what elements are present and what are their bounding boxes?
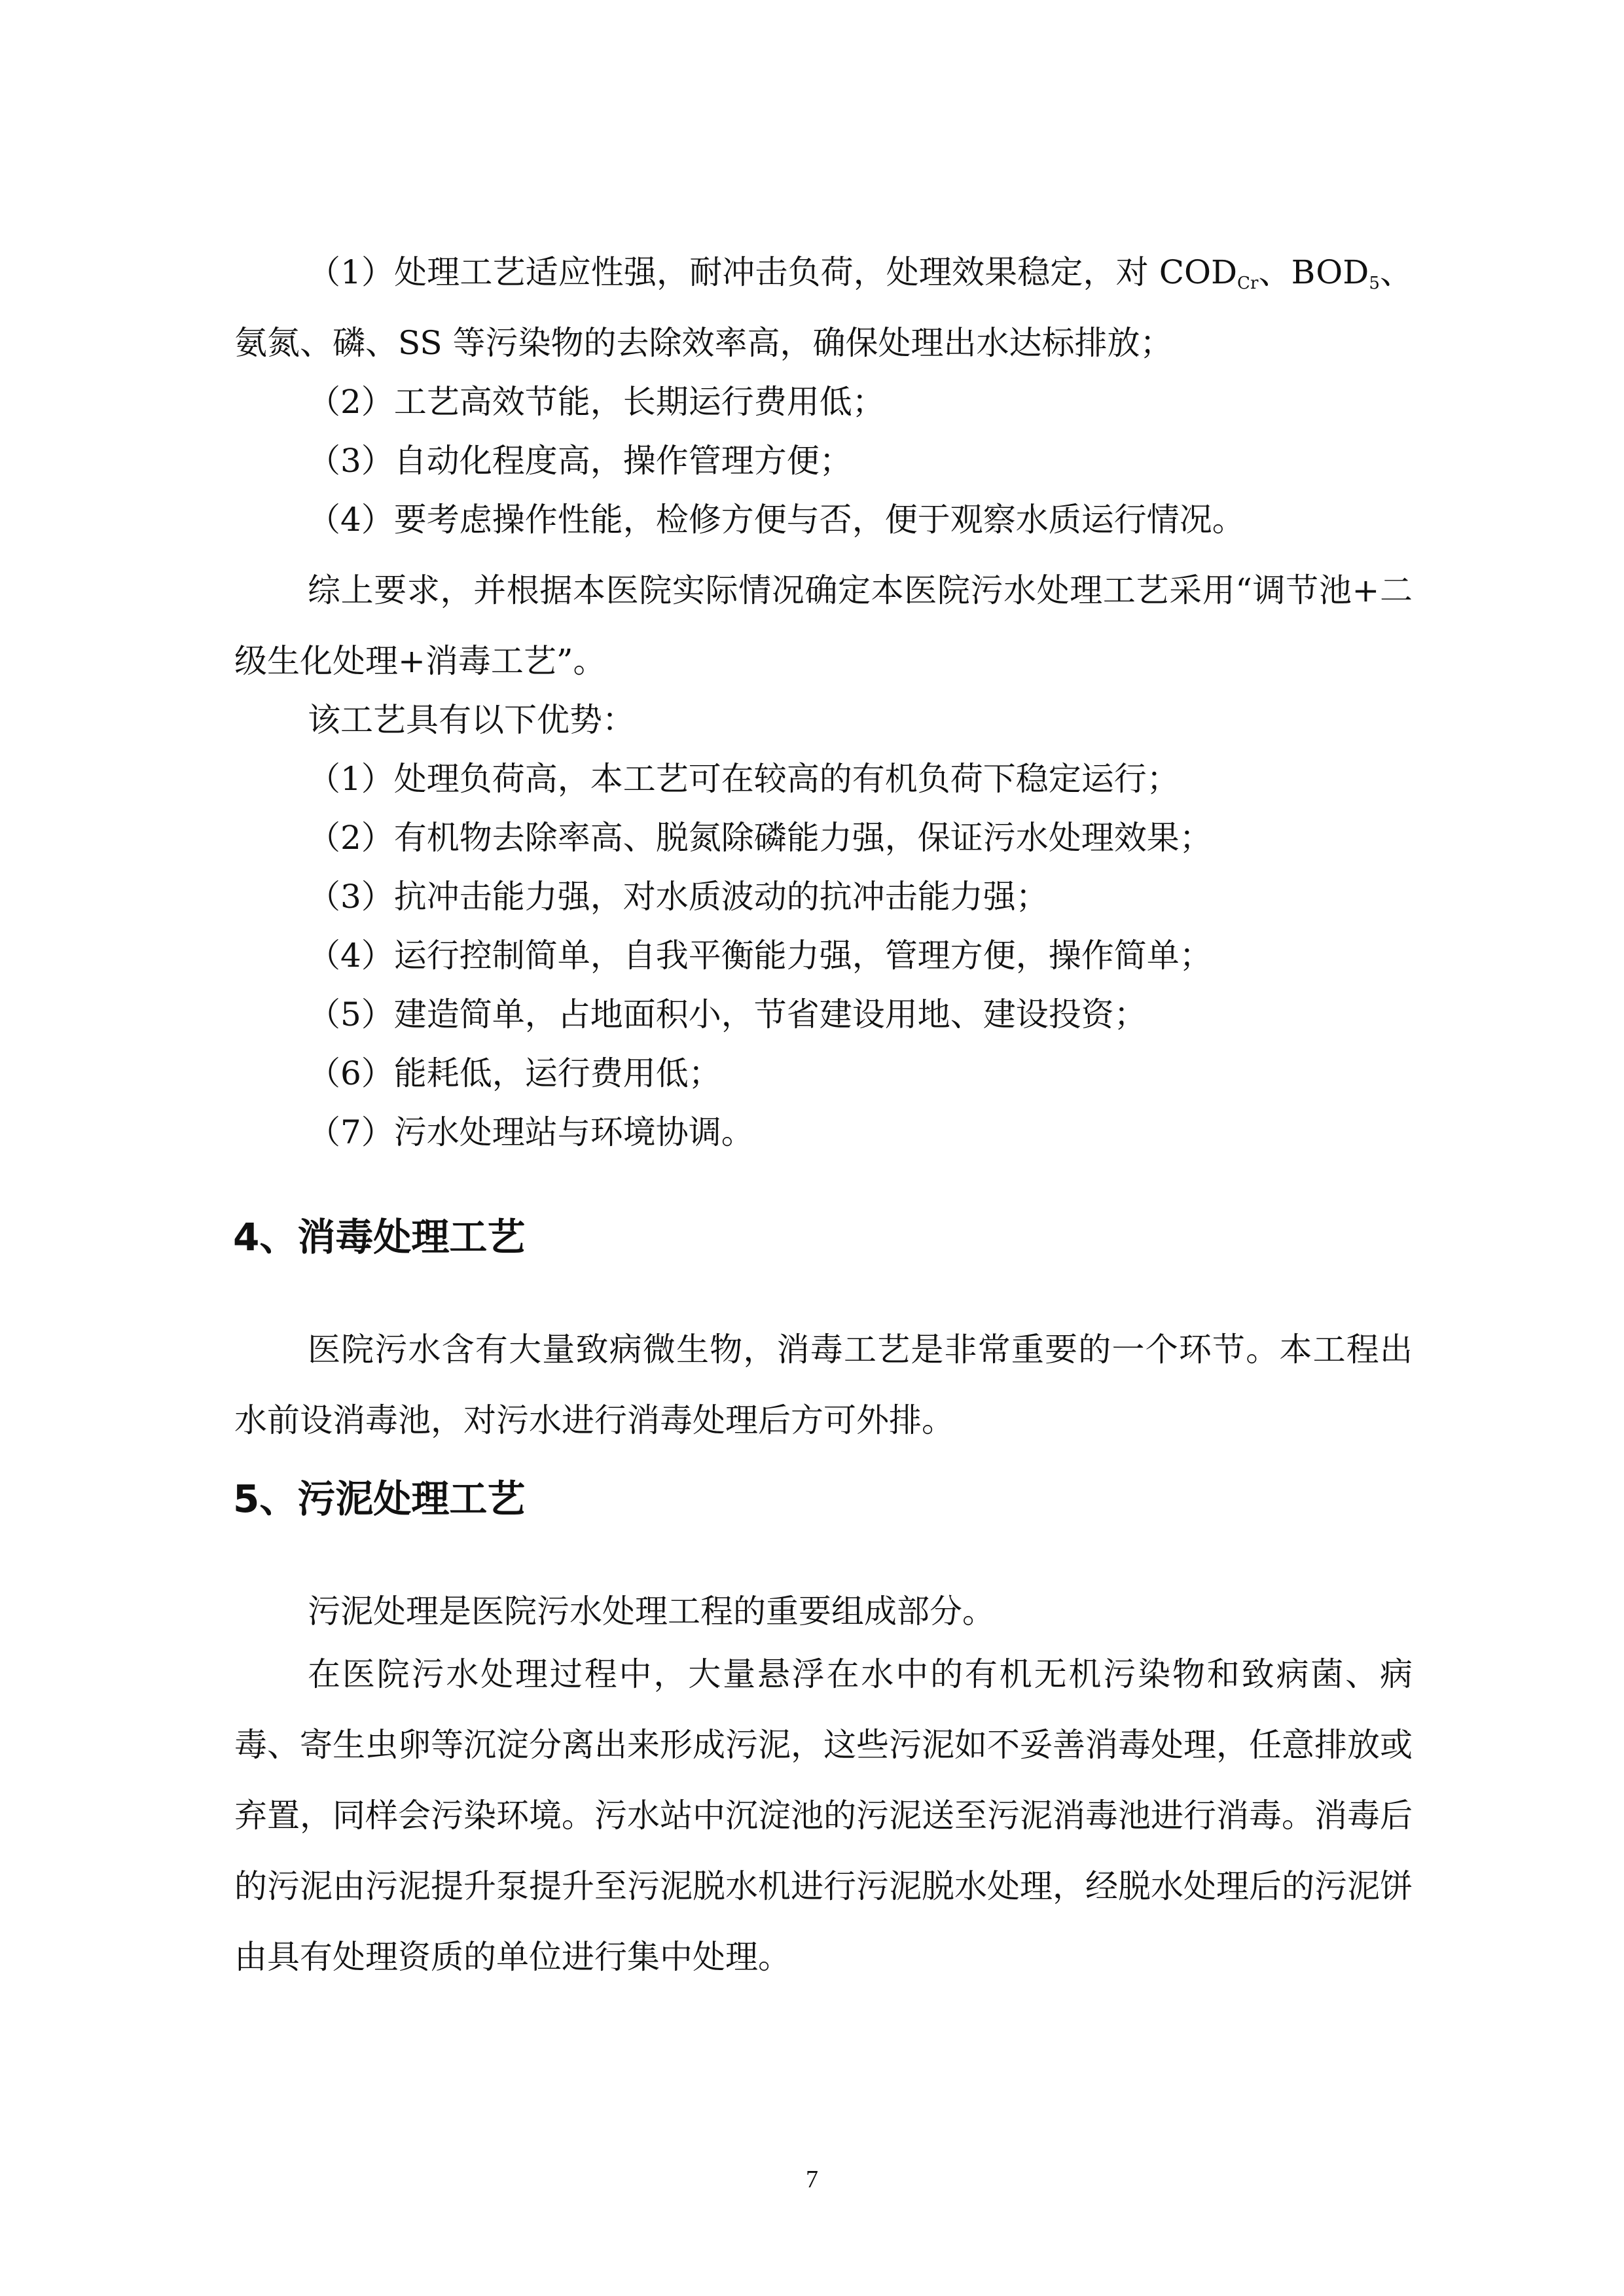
section-4-body: 医院污水含有大量致病微生物，消毒工艺是非常重要的一个环节。本工程出水前设消毒池，对污水进行消毒处理后方可外排。 <box>234 1331 1413 1439</box>
process-advantage-3: （3）抗冲击能力强，对水质波动的抗冲击能力强； <box>308 878 1049 916</box>
process-advantage-2: （2）有机物去除率高、脱氮除磷能力强，保证污水处理效果； <box>308 819 1212 857</box>
advantage-item-1: （1）处理工艺适应性强，耐冲击负荷，处理效果稳定，对 $COD_{Cr}$、$BOD_5$、氨氮、磷、SS 等污染物的去除效率高，确保处理出水达标排放； <box>234 253 1413 362</box>
process-advantage-4: （4）运行控制简单，自我平衡能力强，管理方便，操作简单； <box>308 937 1212 975</box>
process-advantage-7: （7）污水处理站与环境协调。 <box>308 1113 754 1151</box>
advantage-item-3: （3）自动化程度高，操作管理方便； <box>308 442 852 480</box>
subscript-cr: Cr <box>1237 274 1259 293</box>
section-5-body: 在医院污水处理过程中，大量悬浮在水中的有机无机污染物和致病菌、病毒、寄生虫卵等沉淀分离出来形成污泥，这些污泥如不妥善消毒处理，任意排放或弃置，同样会污染环境。污水站中沉淀池的污泥送至污泥消毒池进行消毒。消毒后的污泥由污泥提升泵提升至污泥脱水机进行污泥脱水处理，经脱水处理后的污泥饼由具有处理资质的单位进行集中处理。 <box>234 1655 1413 1976</box>
advantage-item-4: （4）要考虑操作性能，检修方便与否，便于观察水质运行情况。 <box>308 501 1245 539</box>
process-advantage-1: （1）处理负荷高，本工艺可在较高的有机负荷下稳定运行； <box>308 760 1180 798</box>
summary-paragraph: 综上要求，并根据本医院实际情况确定本医院污水处理工艺采用“调节池+二级生化处理+消毒工艺”。 <box>234 571 1413 680</box>
advantage-item-2: （2）工艺高效节能，长期运行费用低； <box>308 383 885 421</box>
section-5-intro: 污泥处理是医院污水处理工程的重要组成部分。 <box>308 1592 995 1630</box>
process-advantage-5: （5）建造简单，占地面积小，节省建设用地、建设投资； <box>308 996 1147 1033</box>
section-4-heading: 4、消毒处理工艺 <box>233 1215 526 1259</box>
subscript-5: 5 <box>1369 274 1380 293</box>
advantages-intro: 该工艺具有以下优势： <box>308 701 635 739</box>
process-advantage-6: （6）能耗低，运行费用低； <box>308 1054 721 1092</box>
section-5-heading: 5、污泥处理工艺 <box>233 1477 526 1521</box>
page-number: 7 <box>806 2166 818 2193</box>
